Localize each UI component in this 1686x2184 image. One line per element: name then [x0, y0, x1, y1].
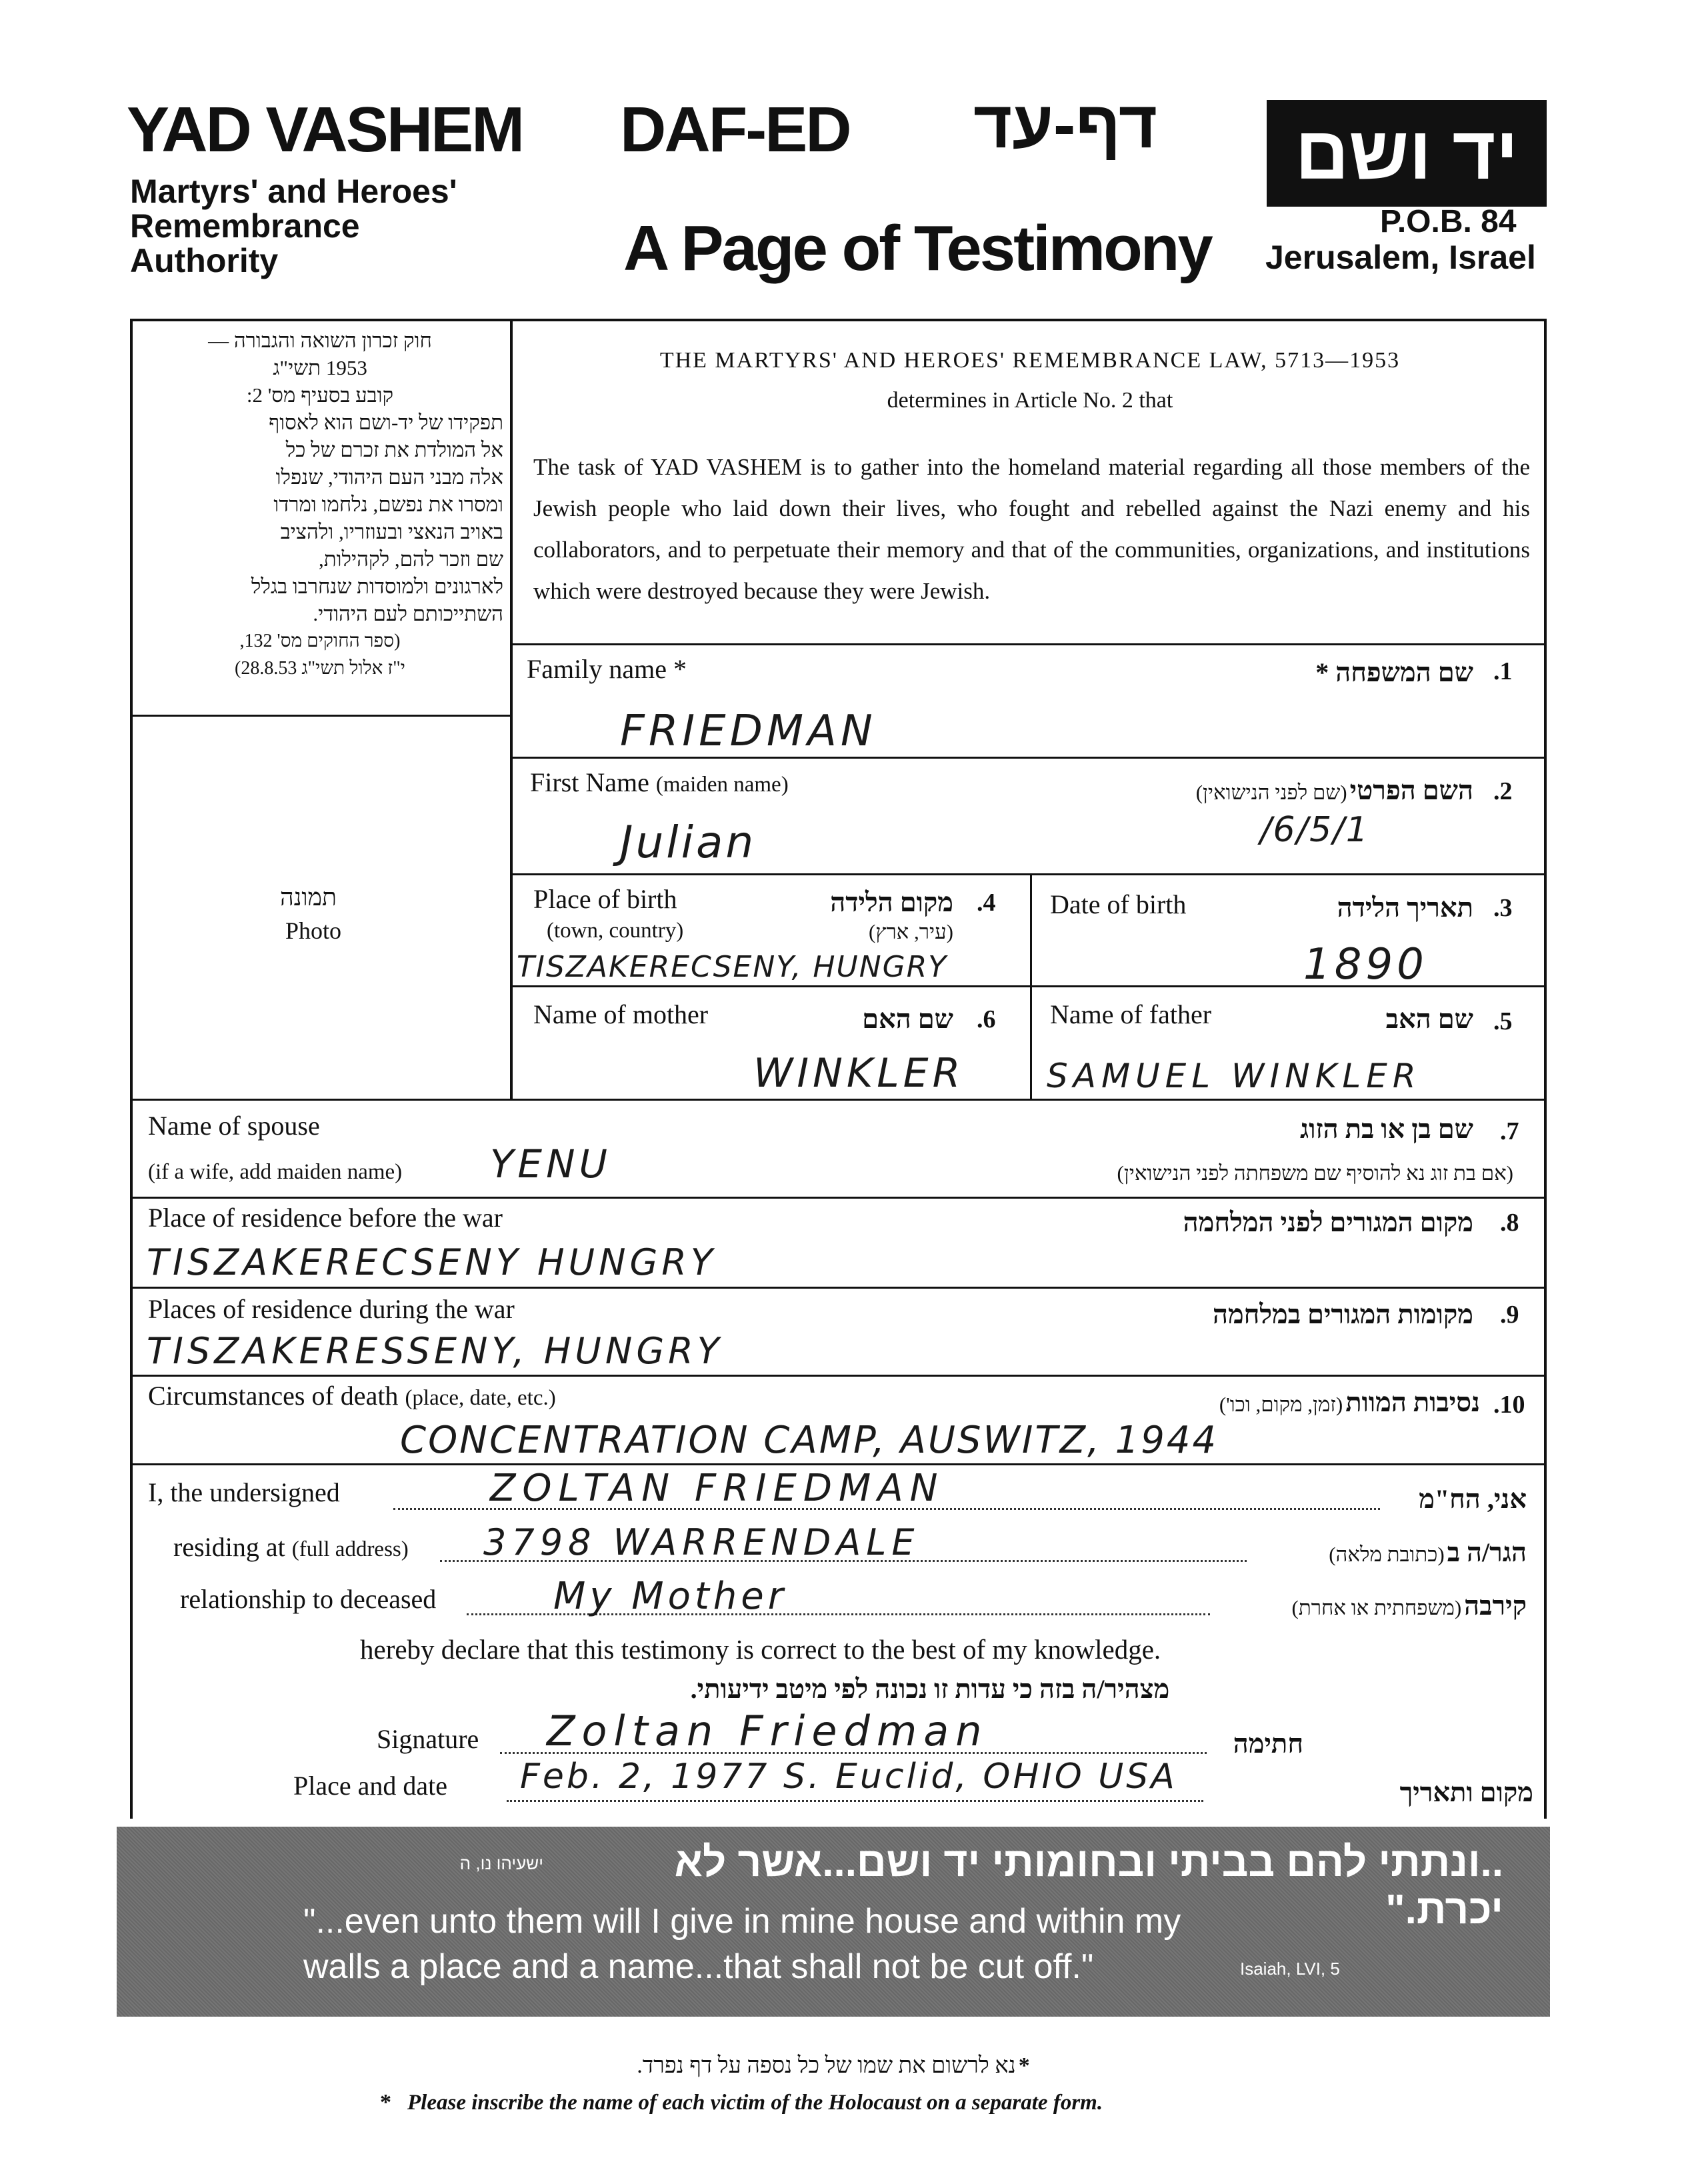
- death-circumstances-hebrew-sub: (זמן, מקום, וכו'): [1219, 1393, 1343, 1416]
- hebrew-law-line: תפקידו של יד-ושם הוא לאסוף: [269, 411, 503, 434]
- death-circumstances-label-sub: (place, date, etc.): [405, 1386, 556, 1410]
- residing-hebrew: הגר/ה ב: [1447, 1537, 1527, 1567]
- undersigned-label: I, the undersigned: [148, 1477, 340, 1507]
- mother-name-hebrew: שם האם: [862, 1004, 953, 1034]
- declaration-text: hereby declare that this testimony is correct to the best of my knowledge.: [360, 1634, 1161, 1665]
- hebrew-box-bottom: [130, 715, 510, 717]
- father-name-label: Name of father: [1050, 999, 1212, 1029]
- first-name-note: /6/5/1: [1260, 810, 1369, 850]
- death-circumstances-number: .10: [1493, 1391, 1525, 1419]
- relationship-hebrew-block: [1213, 1590, 1527, 1621]
- quote-banner: [117, 1827, 1550, 2017]
- residing-value[interactable]: 3798 WARRENDALE: [483, 1521, 920, 1563]
- row-sep-5: [130, 1197, 1547, 1199]
- spouse-number: .7: [1500, 1117, 1519, 1145]
- row-sep-4: [130, 1099, 1547, 1101]
- residing-label-sub: (full address): [291, 1537, 409, 1561]
- place-of-birth-number: .4: [977, 889, 996, 917]
- hebrew-law-line: 1953 תשי"ג: [273, 356, 367, 379]
- undersigned-hebrew: אני, הח"מ: [1419, 1484, 1527, 1514]
- place-of-birth-label: Place of birth: [533, 884, 677, 914]
- pob: P.O.B. 84: [1380, 204, 1517, 239]
- spouse-hebrew: שם בן או בת הזוג: [1300, 1114, 1473, 1144]
- org-subtitle-1: Martyrs' and Heroes': [130, 173, 457, 210]
- footer-english-block: [380, 2090, 1103, 2115]
- photo-label-hebrew: תמונה: [280, 884, 337, 911]
- law-title: THE MARTYRS' AND HEROES' REMEMBRANCE LAW, 5713—1953: [659, 348, 1401, 373]
- first-name-hebrew: השם הפרטי: [1349, 775, 1473, 805]
- frame-top: [130, 319, 1547, 321]
- signature-hebrew: חתימה: [1233, 1729, 1303, 1759]
- relationship-label: relationship to deceased: [180, 1584, 437, 1614]
- row-sep-1: [510, 757, 1547, 759]
- first-name-label-text: First Name: [530, 767, 649, 797]
- hebrew-law-line: קובע בסעיף מס' 2:: [246, 383, 394, 407]
- frame-right: [1544, 319, 1547, 1819]
- banner-english-2: walls a place and a name...that shall not be cut off.": [303, 1947, 1094, 1986]
- row-sep-6: [130, 1287, 1547, 1289]
- relationship-hebrew: קירבה: [1464, 1591, 1527, 1621]
- hebrew-law-line: י"ז אלול תשי"ג 28.8.53): [235, 658, 405, 679]
- form-name: DAF-ED: [620, 94, 850, 165]
- first-name-label-sub: (maiden name): [655, 773, 789, 797]
- org-subtitle-2: Remembrance: [130, 207, 360, 245]
- residing-hebrew-block: [1253, 1537, 1527, 1568]
- place-of-birth-label-sub: (town, country): [547, 919, 684, 943]
- first-name-value[interactable]: Julian: [620, 817, 757, 868]
- footer-hebrew: נא לרשום את שמו של כל נספה על דף נפרד.: [637, 2053, 1016, 2078]
- residence-during-value[interactable]: TISZAKERESSENY, HUNGRY: [147, 1330, 723, 1372]
- hebrew-law-line: חוק זכרון השואה והגבורה —: [208, 329, 432, 352]
- hebrew-law-line: באויב הנאצי ובעוזריו, ולהציב: [280, 520, 503, 543]
- hebrew-law-line: לארגונים ולמוסדות שנחרבו בגלל: [251, 575, 503, 598]
- family-name-value[interactable]: FRIEDMAN: [620, 707, 877, 756]
- signature-label: Signature: [377, 1724, 479, 1754]
- hebrew-law-line: השתייכותם לעם היהודי.: [313, 602, 503, 625]
- place-of-birth-value[interactable]: TISZAKERECSENY, HUNGRY: [517, 950, 948, 984]
- family-name-number: .1: [1493, 657, 1513, 685]
- hebrew-law-line: (ספר החוקים מס' 132,: [239, 631, 401, 651]
- hebrew-law-box: [137, 327, 503, 682]
- footer-star-hebrew: *: [1018, 2053, 1030, 2078]
- hebrew-law-line: אלה מבני העם היהודי, שנפלו: [275, 465, 503, 489]
- place-date-hebrew: מקום ותאריך: [1399, 1777, 1533, 1807]
- org-subtitle-3: Authority: [130, 242, 279, 279]
- first-name-hebrew-sub: (שם לפני הנישואין): [1195, 781, 1347, 804]
- banner-english-1: "...even unto them will I give in mine house and within my: [303, 1902, 1181, 1941]
- residing-hebrew-sub: (כתובת מלאה): [1329, 1543, 1445, 1566]
- date-of-birth-hebrew: תאריך הלידה: [1337, 893, 1473, 923]
- relationship-hebrew-sub: (משפחתית או אחרת): [1291, 1596, 1462, 1619]
- father-name-value[interactable]: SAMUEL WINKLER: [1047, 1057, 1421, 1095]
- family-name-label: Family name *: [527, 654, 687, 684]
- place-date-value[interactable]: Feb. 2, 1977 S. Euclid, OHIO USA: [520, 1757, 1177, 1797]
- residence-during-number: .9: [1500, 1301, 1519, 1329]
- footer-star: *: [380, 2090, 391, 2115]
- frame-law-left: [510, 319, 513, 1099]
- residing-label: residing at: [173, 1532, 285, 1562]
- law-subtitle: determines in Article No. 2 that: [887, 388, 1173, 413]
- spouse-label: Name of spouse: [148, 1111, 320, 1141]
- death-circumstances-label: [148, 1380, 556, 1411]
- place-of-birth-hebrew-sub: (עיר, ארץ): [868, 920, 953, 943]
- signature-value[interactable]: Zoltan Friedman: [547, 1707, 989, 1755]
- death-circumstances-label-text: Circumstances of death: [148, 1381, 399, 1411]
- relationship-value[interactable]: My Mother: [553, 1575, 787, 1618]
- date-of-birth-number: .3: [1493, 894, 1513, 922]
- date-of-birth-label: Date of birth: [1050, 889, 1187, 919]
- spouse-label-sub: (if a wife, add maiden name): [148, 1160, 403, 1184]
- declaration-hebrew: מצהיר/ה בזה כי עדות זו נכונה לפי מיטב ידיעותי.: [690, 1674, 1170, 1704]
- first-name-number: .2: [1493, 777, 1513, 805]
- residence-during-hebrew: מקומות המגורים במלחמה: [1212, 1299, 1473, 1329]
- place-date-label: Place and date: [293, 1771, 447, 1801]
- undersigned-value[interactable]: ZOLTAN FRIEDMAN: [490, 1467, 945, 1510]
- form-title: A Page of Testimony: [623, 213, 1211, 284]
- place-of-birth-hebrew: מקום הלידה: [830, 887, 953, 917]
- banner-english-ref: Isaiah, LVI, 5: [1240, 1959, 1340, 1979]
- logo-hebrew: יד ושם: [1295, 111, 1519, 195]
- col-sep-3-4: [1030, 873, 1032, 1100]
- mother-name-value[interactable]: WINKLER: [753, 1050, 965, 1097]
- law-body: The task of YAD VASHEM is to gather into the homeland material regarding all those members of the Jewish people who laid down their lives, who fought and rebelled against the Nazi enemy and his collaborators, and to perpetuate their memory and that of the communities, organizations, and institutions which were destroyed because they were Jewish.: [533, 454, 1530, 604]
- banner-hebrew: ..ונתתי להם בביתי ובחומותי יד ושם...אשר לא יכרת.": [674, 1839, 1503, 1933]
- footer-hebrew-block: [533, 2053, 1133, 2079]
- death-circumstances-hebrew-block: [1000, 1387, 1480, 1418]
- residence-during-label: Places of residence during the war: [148, 1294, 515, 1324]
- form-name-hebrew: דף-עד: [973, 87, 1158, 162]
- spouse-hebrew-sub: (אם בת זוג נא להוסיף שם משפחתה לפני הנישואין): [1117, 1161, 1513, 1185]
- residence-before-value[interactable]: TISZAKERECSENY HUNGRY: [147, 1241, 717, 1283]
- row-sep-2: [510, 873, 1547, 875]
- father-name-number: .5: [1493, 1007, 1513, 1035]
- city: Jerusalem, Israel: [1265, 239, 1536, 276]
- banner-hebrew-ref: ישעיהו נו, ה: [459, 1853, 543, 1873]
- residence-before-number: .8: [1500, 1209, 1519, 1237]
- frame-law-bottom: [510, 643, 1547, 645]
- residing-label-block: [173, 1531, 409, 1563]
- frame-left: [130, 319, 133, 1819]
- place-date-line: [507, 1800, 1203, 1802]
- row-sep-8: [130, 1463, 1547, 1465]
- first-name-label: [530, 767, 789, 798]
- death-circumstances-value[interactable]: CONCENTRATION CAMP, AUSWITZ, 1944: [400, 1419, 1219, 1462]
- row-sep-7: [130, 1375, 1547, 1377]
- hebrew-law-line: אל המולדת את זכרם של כל: [285, 438, 503, 461]
- logo-box: [1267, 100, 1547, 207]
- first-name-hebrew-block: [1060, 775, 1473, 806]
- footer-english: Please inscribe the name of each victim of the Holocaust on a separate form.: [407, 2091, 1103, 2115]
- hebrew-law-line: שם וזכר להם, לקהילות,: [318, 547, 503, 571]
- hebrew-law-line: ומסרו את נפשם, נלחמו ומרדו: [273, 493, 503, 516]
- family-name-hebrew: שם המשפחה *: [1315, 657, 1473, 687]
- residence-before-label: Place of residence before the war: [148, 1203, 503, 1233]
- spouse-value[interactable]: YENU: [490, 1141, 611, 1187]
- father-name-hebrew: שם האב: [1385, 1004, 1473, 1034]
- date-of-birth-value[interactable]: 1890: [1303, 940, 1428, 989]
- residence-before-hebrew: מקום המגורים לפני המלחמה: [1183, 1207, 1473, 1237]
- mother-name-label: Name of mother: [533, 999, 709, 1029]
- photo-label: Photo: [285, 917, 342, 944]
- mother-name-number: .6: [977, 1005, 996, 1033]
- org-name: YAD VASHEM: [127, 94, 523, 165]
- death-circumstances-hebrew: נסיבות המוות: [1345, 1387, 1480, 1417]
